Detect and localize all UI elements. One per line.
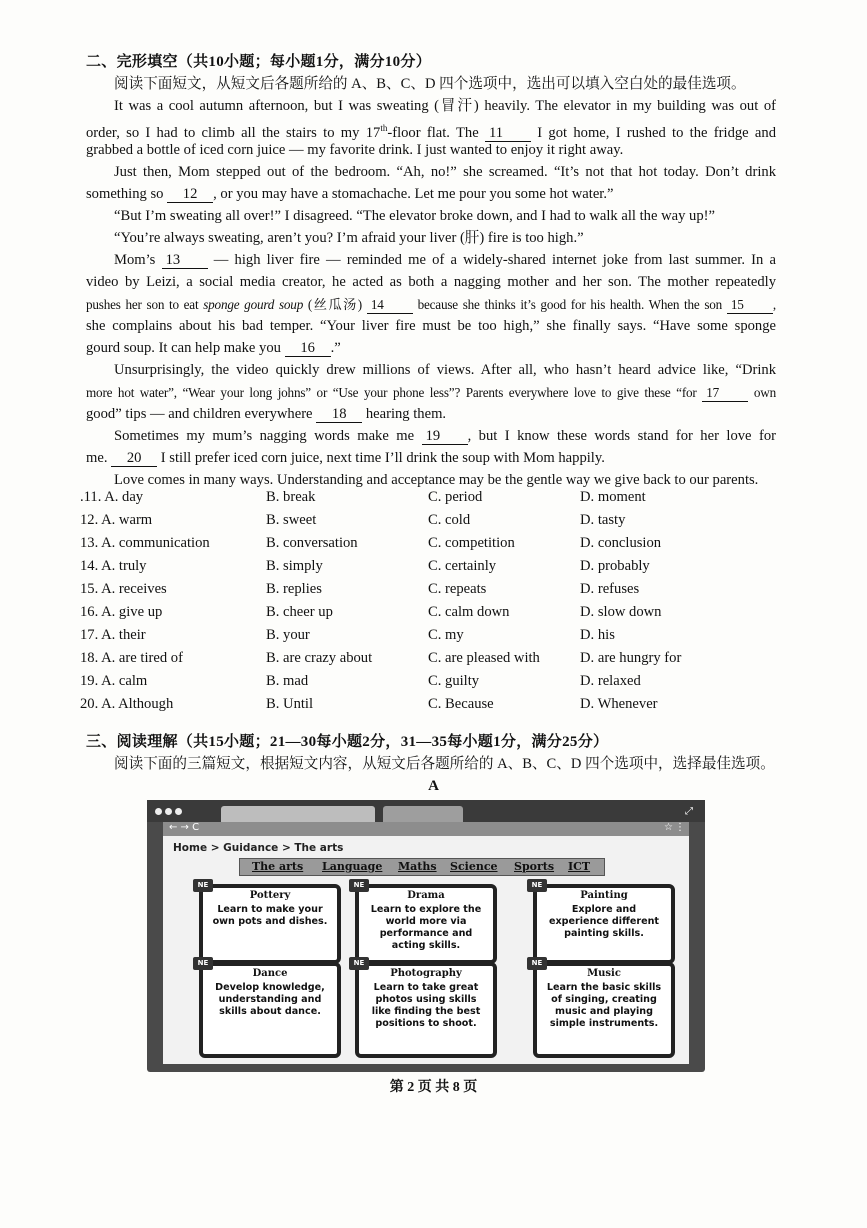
passage-line: Sometimes my mum’s nagging words make me 19 , but I know these words stand for her love for (114, 428, 776, 444)
passage-line: pushes her son to eat sponge gourd soup (丝瓜汤) 14 because she thinks it’s good for his health. When the son 15 , (86, 297, 776, 312)
browser-tabbar (147, 800, 705, 822)
badge-icon: NE (349, 957, 369, 970)
passage-line: order, so I had to climb all the stairs to my 17th-floor flat. The 11 I got home, I rushed to the fridge and (86, 123, 777, 141)
page-footer: 第 2 页 共 8 页 (389, 1080, 478, 1095)
blank-18: 18 (316, 406, 362, 423)
blank-12: 12 (167, 186, 213, 203)
option-row: 14. A. truly B. simply C. certainly D. probably (80, 558, 650, 574)
window-dot-icon (155, 808, 162, 815)
card-music: NE Music Learn the basic skills of singing, creating music and playing simple instruments. (533, 962, 675, 1058)
blank-16: 16 (285, 340, 331, 357)
nav-tab-science: Science (450, 860, 498, 873)
url-bar (163, 822, 689, 836)
card-pottery: NE Pottery Learn to make your own pots and dishes. (199, 884, 341, 964)
passage-line: “You’re always sweating, aren’t you? I’m afraid your liver (肝) fire is too high.” (114, 230, 584, 246)
breadcrumb: Home > Guidance > The arts (173, 842, 344, 854)
option-row: 19. A. calm B. mad C. guilty D. relaxed (80, 673, 641, 689)
passage-line: grabbed a bottle of iced corn juice — my favorite drink. I just wanted to enjoy it right away. (86, 142, 624, 158)
nav-tab-maths: Maths (398, 860, 437, 873)
browser-screenshot (147, 800, 705, 1072)
badge-icon: NE (193, 957, 213, 970)
card-dance: NE Dance Develop knowledge, understanding and skills about dance. (199, 962, 341, 1058)
subject-nav (239, 858, 605, 876)
nav-tab-sports: Sports (514, 860, 555, 873)
passage-line: video by Leizi, a social media creator, he acted as both a nagging mother and her son. The mother repeatedly (86, 274, 776, 290)
option-row: 12. A. warm B. sweet C. cold D. tasty (80, 512, 626, 528)
star-icon: ☆ (664, 822, 673, 833)
passage-line: “But I’m sweating all over!” I disagreed. “The elevator broke down, and I had to walk all the way up!” (114, 208, 715, 224)
blank-15: 15 (727, 297, 773, 314)
option-row: 16. A. give up B. cheer up C. calm down D. slow down (80, 604, 662, 620)
blank-13: 13 (162, 252, 208, 269)
card-photography: NE Photography Learn to take great photos using skills like finding the best positions to shoot. (355, 962, 497, 1058)
blank-20: 20 (111, 450, 157, 467)
passage-line: she complains about his bad temper. “Your liver fire must be too high,” she finally says. “Have some sponge (86, 318, 776, 334)
blank-19: 19 (422, 428, 468, 445)
blank-11: 11 (485, 125, 531, 142)
window-dot-icon (165, 808, 172, 815)
browser-tab (383, 806, 463, 822)
option-row: 15. A. receives B. replies C. repeats D. refuses (80, 581, 640, 597)
nav-tab-the-arts: The arts (252, 860, 304, 873)
passage-line: good” tips — and children everywhere 18 hearing them. (86, 406, 447, 422)
badge-icon: NE (527, 957, 547, 970)
passage-line: Unsurprisingly, the video quickly drew millions of views. After all, who hasn’t heard advice like, “Drink (114, 362, 776, 378)
blank-17: 17 (702, 385, 748, 402)
nav-tab-language: Language (322, 860, 383, 873)
web-content (163, 836, 689, 1064)
nav-tab-ict: ICT (568, 860, 591, 873)
badge-icon: NE (193, 879, 213, 892)
option-row: 20. A. Although B. Until C. Because D. Whenever (80, 696, 658, 712)
passage-label: A (428, 778, 439, 794)
passage-line: something so 12 , or you may have a stomachache. Let me pour you some hot water.” (86, 186, 614, 202)
expand-icon: ⤢ (685, 806, 693, 817)
section-3-title: 三、阅读理解（共15小题；21—30每小题2分，31—35每小题1分，满分25分） (86, 734, 609, 750)
passage-line: more hot water”, “Wear your long johns” or “Use your phone less”? Parents everywhere love to give these “for 17 own (86, 385, 776, 400)
card-drama: NE Drama Learn to explore the world more via performance and acting skills. (355, 884, 497, 964)
section-3-instruction: 阅读下面的三篇短文，根据短文内容，从短文后各题所给的 A、B、C、D 四个选项中，选择最佳选项。 (114, 756, 775, 772)
menu-icon: ⋮ (675, 822, 685, 833)
option-row: .11. A. day B. break C. period D. moment (80, 489, 646, 505)
passage-line: Mom’s 13 — high liver fire — reminded me of a widely-shared internet joke from last summer. In a (114, 252, 777, 268)
blank-14: 14 (367, 297, 413, 314)
passage-line: Love comes in many ways. Understanding and acceptance may be the gentle way we give back to our parents. (114, 472, 759, 488)
window-dot-icon (175, 808, 182, 815)
passage-line: Just then, Mom stepped out of the bedroom. “Ah, no!” she screamed. “It’s not that hot today. Don’t drink (114, 164, 776, 180)
browser-tab (221, 806, 375, 822)
section-2-instruction: 阅读下面短文，从短文后各题所给的 A、B、C、D 四个选项中，选出可以填入空白处的最佳选项。 (114, 76, 746, 92)
passage-line: gourd soup. It can help make you 16 .” (86, 340, 341, 356)
back-forward-icon: ← → C (169, 822, 200, 833)
passage-line: me. 20 I still prefer iced corn juice, next time I’ll drink the soup with Mom happily. (86, 450, 605, 466)
option-row: 13. A. communication B. conversation C. competition D. conclusion (80, 535, 662, 551)
section-2-title: 二、完形填空（共10小题；每小题1分，满分10分） (86, 54, 432, 70)
option-row: 18. A. are tired of B. are crazy about C. are pleased with D. are hungry for (80, 650, 682, 666)
badge-icon: NE (527, 879, 547, 892)
badge-icon: NE (349, 879, 369, 892)
card-painting: NE Painting Explore and experience different painting skills. (533, 884, 675, 964)
option-row: 17. A. their B. your C. my D. his (80, 627, 615, 643)
passage-line: It was a cool autumn afternoon, but I was sweating (冒汗) heavily. The elevator in my building was out of (114, 98, 776, 114)
